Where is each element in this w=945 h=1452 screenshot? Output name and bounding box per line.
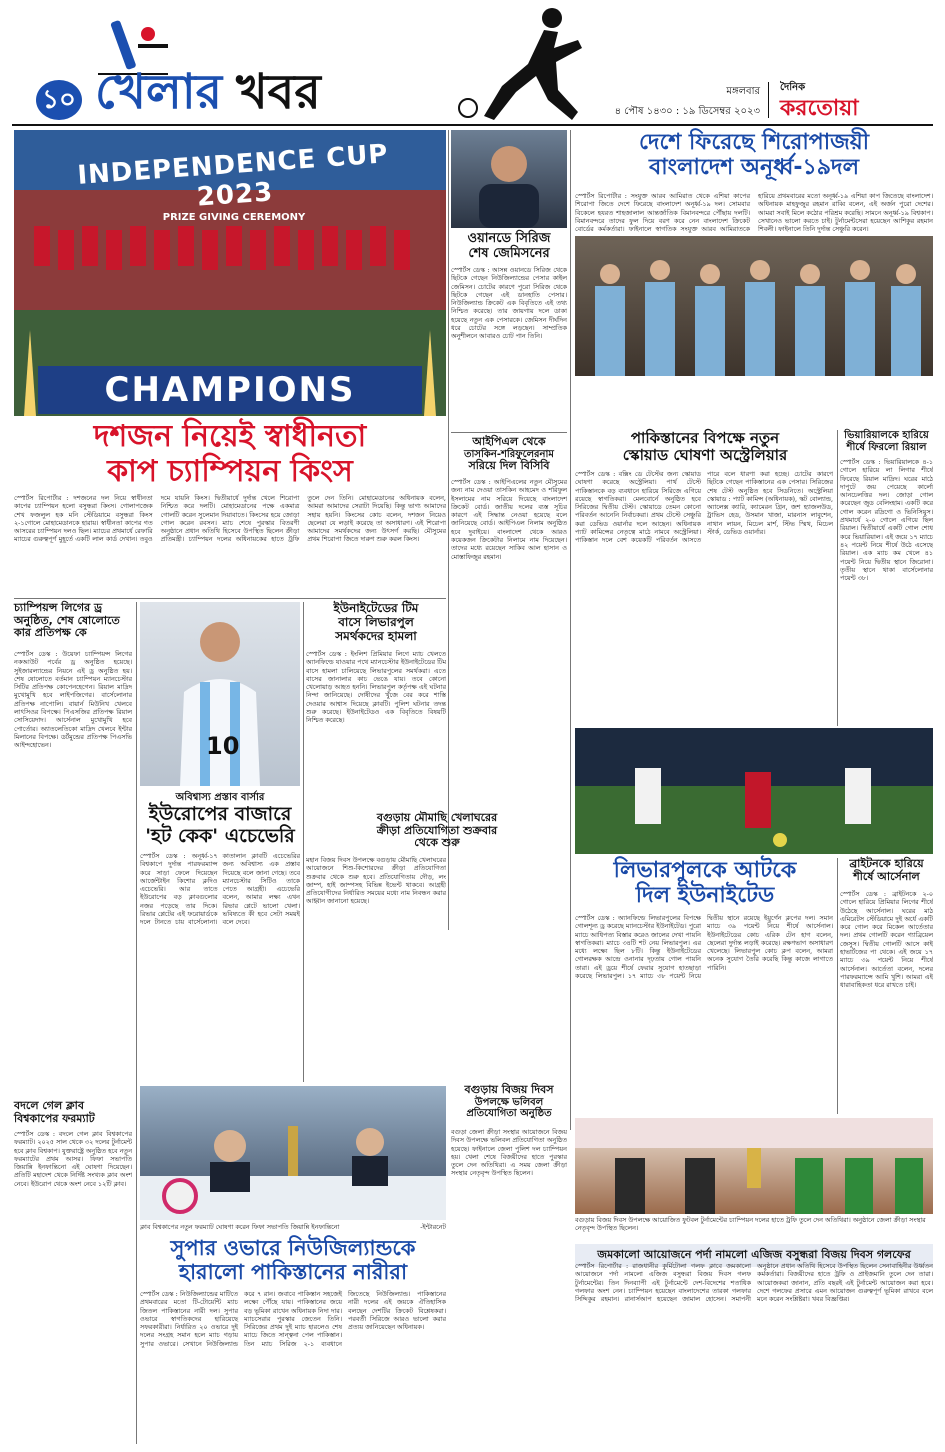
page-number-badge (36, 80, 82, 120)
villarreal-headline-line1: ভিয়ারিয়ালকে হারিয়ে (844, 430, 929, 441)
rule (451, 432, 567, 433)
lead-headline-line1: দশজন নিয়েই স্বাধীনতা (93, 419, 367, 454)
echeverri-body: স্পোর্টস ডেস্ক : অনূর্ধ্ব-১৭ বিশ্বকাপে দুর্দান্ত পারফরম্যান্স করে সাড়া ফেলে দিয়েছেন আর্জেন্টাইন কিশোর ক্লদিও এচেভেরি। আর তাতে ইউরোপের বড় ক্লাবগুলোর নজর পড়েছে তার দিকে। রিভার প্লেটের এই ফরোয়ার্ডকে দলে টানতে চায় বার্সেলোনা। কাতালান ক্লাবটি এচেভেরির জন্য অবিশ্বাস্য এক প্রস্তাব দিয়েছে বলে জানা গেছে। তবে ম্যানচেস্টার সিটিও তাকে পেতে আগ্রহী। এচেভেরি বলেন, আমার লক্ষ্য এখন রিভার প্লেটে ভালো খেলা। ভবিষ্যতে কী হবে সেটা সময়ই বলে দেবে। (140, 852, 300, 927)
fifa-photo-credit: -ইন্টারনেট (420, 1223, 446, 1231)
australia-headline-line1: পাকিস্তানের বিপক্ষে নতুন (630, 429, 780, 447)
u19-headline (575, 130, 933, 181)
liverpool-body: স্পোর্টস ডেস্ক : অ্যানফিল্ডে লিভারপুলের বিপক্ষে গোলশূন্য ড্র করেছে ম্যানচেস্টার ইউনাইটেড। পুরো ম্যাচে আধিপত্য বিস্তার করেও জালের দেখা পায়নি স্বাগতিকরা। ম্যাচে ৩৪টি শট নেয় লিভারপুল। এর মধ্যে লক্ষ্যে ছিল ৮টি। কিন্তু ইউনাইটেডের গোলরক্ষক আন্দ্রে ওনানার দৃঢ়তায় গোল পায়নি তারা। এই ড্রয়ে শীর্ষে ফেরার সুযোগ হাতছাড়া করেছে লিভারপুল। ১৭ ম্যাচে ৩৮ পয়েন্ট নিয়ে দ্বিতীয় স্থানে রয়েছে ইয়ুর্গেন ক্লপের দল। সমান ম্যাচে ৩৯ পয়েন্ট নিয়ে শীর্ষে আর্সেনাল। ইউনাইটেডের কোচ এরিক টেন হাগ বলেন, ছেলেরা দুর্দান্ত লড়াই করেছে। রক্ষণভাগ অসাধারণ খেলেছে। লিভারপুল কোচ ক্লপ বলেন, আমরা অনেক সুযোগ তৈরি করেছি কিন্তু কাজে লাগাতে পারিনি। (575, 914, 833, 981)
u19-body: স্পোর্টস রিপোর্টার : সংযুক্ত আরব আমিরাত থেকে এশিয়া কাপের শিরোপা জিতে দেশে ফিরেছে বাংলাদেশ অনূর্ধ্ব-১৯ দল। সোমবার বিকেলে হযরত শাহজালাল আন্তর্জাতিক বিমানবন্দরে পৌঁছায় দলটি। বিমানবন্দরে তাদের ফুল দিয়ে বরণ করে নেন বাংলাদেশ ক্রিকেট বোর্ডের কর্মকর্তারা। ফাইনালে স্বাগতিক সংযুক্ত আরব আমিরাতকে হারিয়ে প্রথমবারের মতো অনূর্ধ্ব-১৯ এশিয়া কাপ জিতেছে বাংলাদেশ। অধিনায়ক মাহফুজুর রহমান রাব্বি বলেন, এই অর্জন পুরো দেশের। আমরা সবাই মিলে কঠোর পরিশ্রম করেছি। সামনে অনূর্ধ্ব-১৯ বিশ্বকাপ। সেখানেও ভালো করতে চাই। টুর্নামেন্টসেরা হয়েছেন আশিকুর রহমান শিবলী। ফাইনালে তিনি দুর্দান্ত সেঞ্চুরি করেন। (575, 192, 933, 234)
paper-name-small: দৈনিক (780, 82, 806, 93)
liverpool-headline (575, 858, 835, 909)
ucl-body: স্পোর্টস ডেস্ক : উয়েফা চ্যাম্পিয়ন্স লিগের নকআউট পর্বের ড্র অনুষ্ঠিত হয়েছে। সুইজারল্যান্ডের নিয়নে এই ড্র অনুষ্ঠিত হয়। শেষ ষোলোতে বর্তমান চ্যাম্পিয়ন ম্যানচেস্টার সিটির প্রতিপক্ষ কোপেনহেগেন। রিয়াল মাদ্রিদ মুখোমুখি হবে লাইপজিগের। বার্সেলোনার প্রতিপক্ষ নাপোলি। বায়ার্ন মিউনিখ খেলবে লাৎসিওর বিপক্ষে। পিএসজির প্রতিপক্ষ রিয়াল সোসিয়েদাদ। আর্সেনাল মুখোমুখি হবে পোর্তোর। অ্যাতলেতিকো মাদ্রিদ খেলবে ইন্টার মিলানের বিপক্ষে। ডর্টমুন্ডের প্রতিপক্ষ পিএসভি আইন্দহোভেন। (14, 650, 132, 750)
bus-headline-line1: ইউনাইটেডের টিম (333, 601, 419, 615)
liverpool-match-photo (575, 728, 933, 854)
masthead-divider (768, 82, 769, 118)
mowmachi-headline-line2: ক্রীড়া প্রতিযোগিতা শুক্রবার (376, 823, 498, 837)
u19-photo (575, 236, 933, 376)
ipl-headline-line1: আইপিএল থেকে (472, 435, 546, 448)
echeverri-photo (140, 602, 300, 786)
arsenal-headline (840, 858, 933, 883)
women-body: স্পোর্টস ডেস্ক : নিউজিল্যান্ডের মাটিতে প্রথমবারের মতো টি-টোয়েন্টি ম্যাচ জিতল পাকিস্তানের নারী দল। সুপার ওভারে স্বাগতিকদের হারিয়েছে সফরকারীরা। নির্ধারিত ২০ ওভারে দুই দলের সংগ্রহ সমান হলে ম্যাচ গড়ায় সুপার ওভারে। সেখানে নিউজিল্যান্ড করে ৭ রান। জবাবে পাকিস্তান সহজেই লক্ষ্যে পৌঁছে যায়। পাকিস্তানের জয়ে বড় ভূমিকা রাখেন অধিনায়ক নিদা দার। ম্যাচসেরার পুরস্কার জেতেন তিনি। সিরিজের প্রথম দুই ম্যাচ হারলেও শেষ ম্যাচে জিতে সান্ত্বনা পেল পাকিস্তান। তিন ম্যাচ সিরিজ ২-১ ব্যবধানে জিতেছে নিউজিল্যান্ড। পাকিস্তানের নারী দলের এই জয়কে ঐতিহাসিক বলছেন দেশটির ক্রিকেট বিশ্লেষকরা। পরবর্তী সিরিজে আরও ভালো করার প্রত্যয় জানিয়েছেন অধিনায়ক। (140, 1290, 446, 1348)
volleyball-headline (451, 1084, 567, 1120)
jersey-number: 10 (206, 732, 240, 760)
villarreal-headline (840, 430, 933, 453)
fifa-photo (140, 1086, 446, 1220)
villarreal-body: স্পোর্টস ডেস্ক : ভিয়ারিয়ালকে ৪-১ গোলে হারিয়ে লা লিগার শীর্ষে ফিরেছে রিয়াল মাদ্রিদ। ঘরের মাঠে দাপুটে জয় পেয়েছে কার্লো আনচেলত্তির দল। জোড়া গোল করেছেন জুড বেলিংহাম। একটি করে গোল করেন রদ্রিগো ও ভিনিসিয়ুস। প্রথমার্ধে ২-০ গোলে এগিয়ে ছিল রিয়াল। দ্বিতীয়ার্ধে একটি গোল শোধ করে ভিয়ারিয়াল। এই জয়ে ১৭ ম্যাচে ৪২ পয়েন্ট নিয়ে শীর্ষে উঠে এসেছে রিয়াল। এক ম্যাচ কম খেলে ৪১ পয়েন্ট নিয়ে দ্বিতীয় স্থানে জিরোনা। তৃতীয় স্থানে থাকা বার্সেলোনার পয়েন্ট ৩৮। (840, 458, 933, 583)
coach-photo (451, 130, 567, 228)
golf-body: স্পোর্টস রিপোর্টার : রাজধানীর কুর্মিটোলা গলফ ক্লাবে জমকালো আয়োজনে পর্দা নামলো এজিজ বসুন্ধরা বিজয় দিবস গলফ টুর্নামেন্টের। তিন দিনব্যাপী এই টুর্নামেন্টে দেশ-বিদেশের শতাধিক গলফার অংশ নেন। চ্যাম্পিয়ন হয়েছেন বাংলাদেশের তারকা গলফার সিদ্দিকুর রহমান। রানার্সআপ হয়েছেন জামাল হোসেন। সমাপনী অনুষ্ঠানে প্রধান অতিথি হিসেবে উপস্থিত ছিলেন সেনাবাহিনীর উর্ধ্বতন কর্মকর্তারা। বিজয়ীদের হাতে ট্রফি ও প্রাইজমানি তুলে দেন তারা। আয়োজকরা জানান, প্রতি বছরই এই টুর্নামেন্ট আয়োজন করা হবে। দেশে গলফের প্রসারে এমন আয়োজন গুরুত্বপূর্ণ ভূমিকা রাখবে বলে মনে করেন সংশ্লিষ্টরা। খবর বিজ্ঞপ্তির। (575, 1262, 933, 1304)
u19-headline-line2: বাংলাদেশ অনূর্ধ্ব-১৯দল (648, 155, 859, 181)
echeverri-headline-line2: 'হট কেক' এচেভেরি (145, 824, 295, 847)
echeverri-headline-line1: ইউরোপের বাজারে (148, 803, 292, 825)
ucl-headline-line2: অনুষ্ঠিত, শেষ ষোলোতে (14, 613, 120, 627)
fifa-photo-caption: ক্লাব বিশ্বকাপের নতুন ফরম্যাট ঘোষণা করেন ফিফা সভাপতি জিয়ান্নি ইনফান্তিনো (140, 1223, 340, 1231)
jamieson-body: স্পোর্টস ডেস্ক : আসন্ন ওয়ানডে সিরিজ থেকে ছিটকে গেছেন নিউজিল্যান্ডের পেসার কাইল জেমিসন। চোটের কারণে পুরো সিরিজ থেকে ছিটকে গেছেন এই ডানহাতি পেসার। নিউজিল্যান্ড ক্রিকেট এক বিবৃতিতে এই তথ্য নিশ্চিত করেছে। তার জায়গায় দলে ডাকা হয়েছে নতুন এক পেসারকে। জেমিসন দীর্ঘদিন ধরে চোটের সঙ্গে লড়ছেন। সাম্প্রতিক অনুশীলনে আবারও চোট পান তিনি। (451, 266, 567, 341)
rule (837, 858, 838, 1114)
lead-headline (14, 420, 446, 489)
ipl-headline-line3: সরিয়ে দিল বিসিবি (468, 459, 550, 473)
arsenal-headline-line1: ব্রাইটনকে হারিয়ে (849, 857, 924, 870)
rule (448, 130, 449, 930)
date-block (570, 84, 760, 121)
women-headline (140, 1236, 446, 1284)
mowmachi-body: মহান বিজয় দিবস উপলক্ষে বগুড়ায় মৌমাছি খেলাঘরের আয়োজনে শিশু-কিশোরদের ক্রীড়া প্রতিযোগিতা শুক্রবার থেকে শুরু হবে। প্রতিযোগিতায় দৌড়, লং জাম্প, হাই জাম্পসহ বিভিন্ন ইভেন্ট থাকবে। আগ্রহী প্রতিযোগীদের নির্ধারিত সময়ের মধ্যে নাম নিবন্ধন করার আহ্বান জানানো হয়েছে। (306, 856, 446, 906)
u19-headline-line1: দেশে ফিরেছে শিরোপাজয়ী (638, 130, 870, 155)
page-number: ১০ (42, 85, 76, 115)
volleyball-body: বগুড়া জেলা ক্রীড়া সংস্থার আয়োজনে বিজয় দিবস উপলক্ষে ভলিবল প্রতিযোগিতা অনুষ্ঠিত হয়েছে। ফাইনালে জেলা পুলিশ দল চ্যাম্পিয়ন হয়। খেলা শেষে বিজয়ীদের হাতে পুরস্কার তুলে দেন অতিথিরা। এ সময় জেলা ক্রীড়া সংস্থার নেতৃবৃন্দ উপস্থিত ছিলেন। (451, 1128, 567, 1178)
rule (837, 430, 838, 726)
jamieson-headline (451, 232, 567, 262)
lead-body: স্পোর্টস রিপোর্টার : দশজনের দল নিয়ে স্বাধীনতা কাপের চ্যাম্পিয়ন হলো বসুন্ধরা কিংস। গোলাপজেক শেখ ফজলুল হক মনি স্টেডিয়ামে বসুন্ধরা কিংস ২-১গোলে মোহামেডানকে হারায়। স্বাধীনতা কাপের গত আসরের চ্যাম্পিয়ন দলও ছিল। ম্যাচের প্রথমার্ধে রেফারি ম্যাচের গুরুত্বপূর্ণ মুহূর্তে একটি লাল কার্ড দেখান। তবুও দমে যায়নি কিংস। দ্বিতীয়ার্ধে দুর্দান্ত খেলে শিরোপা নিশ্চিত করে দলটি। মোহামেডানের পক্ষে একমাত্র গোলটি করেন সুলেমান দিয়াবাতে। কিংসের হয়ে জোড়া গোল করেন রবসন। ম্যাচ শেষে পুরস্কার বিতরণী অনুষ্ঠানে প্রধান অতিথি হিসেবে উপস্থিত ছিলেন ক্রীড়া প্রতিমন্ত্রী। চ্যাম্পিয়ন দলের অধিনায়কের হাতে ট্রফি তুলে দেন তিনি। মোহামেডানের অধিনায়ক বলেন, আমরা আমাদের সেরাটা দিয়েছি। কিন্তু ভাগ্য আমাদের সহায় হয়নি। কিংসের কোচ বলেন, দশজন নিয়েও ছেলেরা যে লড়াই করেছে তা অসাধারণ। এই শিরোপা আমাদের সমর্থকদের জন্য উৎসর্গ করছি। মৌসুমের প্রথম শিরোপা জিতে দারুণ শুরু করল কিংস। (14, 494, 446, 544)
weekday: মঙ্গলবার (726, 86, 760, 97)
villarreal-headline-line2: শীর্ষে ফিরলো রিয়াল (846, 441, 927, 453)
echeverri-headline (140, 804, 300, 848)
club-wc-headline (14, 1100, 132, 1125)
ucl-headline-line3: কার প্রতিপক্ষ কে (14, 626, 87, 640)
australia-headline (575, 430, 835, 465)
liverpool-headline-line2: দিল ইউনাইটেড (635, 883, 775, 909)
bus-headline-line2: বাসে লিভারপুল (338, 614, 414, 629)
rule (303, 602, 304, 1082)
bus-headline-line3: সমর্থকদের হামলা (335, 628, 417, 643)
club-wc-headline-line2: বিশ্বকাপের ফরম্যাট (14, 1111, 95, 1125)
champions-board: CHAMPIONS (104, 370, 356, 410)
banner-title: INDEPENDENCE CUP 2023 (76, 139, 390, 213)
rule (570, 130, 571, 1130)
ucl-headline (14, 602, 132, 640)
volleyball-headline-line2: উপলক্ষে ভলিবল (474, 1096, 544, 1108)
arsenal-headline-line2: শীর্ষে আর্সেনাল (853, 869, 920, 883)
ipl-headline-line2: তাসকিন-শরিফুলেরনাম (464, 448, 554, 460)
australia-headline-line2: স্কোয়াড ঘোষণা অস্ট্রেলিয়ার (622, 446, 788, 465)
ipl-headline (451, 436, 567, 473)
rule (136, 602, 137, 1444)
jamieson-headline-line2: শেষ জেমিসনের (468, 245, 550, 261)
women-headline-line1: সুপার ওভারে নিউজিল্যান্ডকে (170, 1236, 416, 1260)
bus-headline (306, 602, 446, 643)
lead-photo (14, 130, 446, 416)
football-trophy-caption: বগুড়ায় বিজয় দিবস উপলক্ষে আয়োজিত ফুটবল টুর্নামেন্টের চ্যাম্পিয়ন দলের হাতে ট্রফি তুলে দেন অতিথিরা। অনুষ্ঠানে জেলা ক্রীড়া সংস্থার নেতৃবৃন্দ উপস্থিত ছিলেন। (575, 1216, 926, 1232)
echeverri-kicker: অবিশ্বাস্য প্রস্তাব বার্সার (175, 792, 265, 803)
lead-photo-banner (74, 139, 394, 223)
section-title-khela: খেলার (95, 64, 223, 120)
mowmachi-headline-line1: বগুড়ায় মৌমাছি খেলাঘরের (376, 811, 498, 824)
section-title-khobor: খবর (236, 64, 321, 120)
bus-body: স্পোর্টস ডেস্ক : ইংলিশ প্রিমিয়ার লিগে ম্যাচ খেলতে অ্যানফিল্ডে যাওয়ার পথে ম্যানচেস্টার ইউনাইটেডের টিম বাসে হামলা চালিয়েছে লিভারপুলের সমর্থকরা। এতে বাসের জানালার কাচ ভেঙে যায়। তবে কোনো খেলোয়াড় আহত হননি। লিভারপুল কর্তৃপক্ষ এই ঘটনার নিন্দা জানিয়েছে। দোষীদের খুঁজে বের করে শাস্তি দেওয়ার আশ্বাস দিয়েছে ক্লাবটি। পুলিশ ঘটনার তদন্ত শুরু করেছে। ইউনাইটেডও এক বিবৃতিতে বিষয়টি নিশ্চিত করেছে। (306, 650, 446, 725)
banner-subtitle: PRIZE GIVING CEREMONY (162, 212, 306, 223)
issue-date: ৪ পৌষ ১৪৩০ : ১৯ ডিসেম্বর ২০২৩ (614, 106, 760, 117)
volleyball-headline-line3: প্রতিযোগিতা অনুষ্ঠিত (466, 1108, 552, 1120)
section-title (95, 62, 321, 122)
rule (14, 598, 446, 599)
ipl-body: স্পোর্টস ডেস্ক : আইপিএলের নতুন মৌসুমের জন্য নাম দেওয়া তাসকিন আহমেদ ও শরিফুল ইসলামের নাম সরিয়ে দিয়েছে বাংলাদেশ ক্রিকেট বোর্ড। জাতীয় দলের ব্যস্ত সূচির কারণে এই সিদ্ধান্ত নেওয়া হয়েছে বলে জানিয়েছে বোর্ড। আইপিএল নিলাম অনুষ্ঠিত হবে দুবাইয়ে। বাংলাদেশ থেকে আরও কয়েকজন ক্রিকেটার নিলামে নাম দিয়েছেন। তাদের মধ্যে রয়েছেন সাকিব আল হাসান ও মোস্তাফিজুর রহমান। (451, 478, 567, 561)
ucl-headline-line1: চ্যাম্পিয়ন্স লিগের ড্র (14, 601, 103, 614)
arsenal-body: স্পোর্টস ডেস্ক : ব্রাইটনকে ২-০ গোলে হারিয়ে প্রিমিয়ার লিগের শীর্ষে উঠেছে আর্সেনাল। ঘরের মাঠ এমিরেটস স্টেডিয়ামে দুই অর্ধে একটি করে গোল করে মিকেল আর্তেতার দল। প্রথম গোলটি করেন গ্যাব্রিয়েল জেসুস। দ্বিতীয় গোলটি আসে কাই হাভার্টজের পা থেকে। এই জয়ে ১৭ ম্যাচে ৩৯ পয়েন্ট নিয়ে শীর্ষে আর্সেনাল। আর্তেতা বলেন, দলের পারফরম্যান্সে আমি খুশি। আমরা এই ধারাবাহিকতা ধরে রাখতে চাই। (840, 890, 933, 990)
mowmachi-headline-line3: থেকে শুরু (414, 836, 460, 850)
liverpool-headline-line1: লিভারপুলকে আটকে (613, 858, 797, 883)
paper-logo (780, 80, 920, 121)
golf-headline: জমকালো আয়োজনে পর্দা নামলো এজিজ বসুন্ধরা বিজয় দিবস গলফের (575, 1244, 933, 1267)
paper-name: করতোয়া (780, 96, 859, 121)
jamieson-headline-line1: ওয়ানডে সিরিজ (467, 231, 551, 246)
volleyball-headline-line1: বগুড়ায় বিজয় দিবস (464, 1083, 554, 1096)
australia-body: স্পোর্টস ডেস্ক : বক্সিং ডে টেস্টের জন্য স্কোয়াড ঘোষণা করেছে অস্ট্রেলিয়া। পার্থ টেস্টে পাকিস্তানকে বড় ব্যবধানে হারিয়ে সিরিজে এগিয়ে রয়েছে স্বাগতিকরা। মেলবোর্নে অনুষ্ঠিত হবে সিরিজের দ্বিতীয় টেস্ট। স্কোয়াডে তেমন কোনো পরিবর্তন আনেনি নির্বাচকরা। প্রথম টেস্টে সেঞ্চুরি করা ডেভিড ওয়ার্নার দলে আছেন। অধিনায়ক প্যাট কামিন্সের নেতৃত্বে মাঠে নামবে অস্ট্রেলিয়া। পাকিস্তান দলে বেশ কয়েকটি পরিবর্তন আসতে পারে বলে ধারণা করা হচ্ছে। চোটের কারণে ছিটকে গেছেন পাকিস্তানের এক পেসার। সিরিজের শেষ টেস্ট অনুষ্ঠিত হবে সিডনিতে। অস্ট্রেলিয়া স্কোয়াড : প্যাট কামিন্স (অধিনায়ক), স্কট বোল্যান্ড, অ্যালেক্স ক্যারি, ক্যামেরন গ্রিন, জশ হ্যাজলউড, ট্রাভিস হেড, উসমান খাজা, মারনাস লাবুশেন, নাথান লায়ন, মিচেল মার্শ, স্টিভ স্মিথ, মিচেল স্টার্ক, ডেভিড ওয়ার্নার। (575, 470, 833, 545)
club-wc-body: স্পোর্টস ডেস্ক : বদলে গেল ক্লাব বিশ্বকাপের ফরম্যাট। ২০২৫ সাল থেকে ৩২ দলের টুর্নামেন্ট হবে ক্লাব বিশ্বকাপ। যুক্তরাষ্ট্রে অনুষ্ঠিত হবে নতুন ফরম্যাটের প্রথম আসর। ফিফা সভাপতি জিয়ান্নি ইনফান্তিনো এই ঘোষণা দিয়েছেন। প্রতিটি মহাদেশ থেকে নির্দিষ্ট সংখ্যক ক্লাব অংশ নেবে। ইউরোপ থেকে অংশ নেবে ১২টি ক্লাব। (14, 1130, 132, 1188)
women-headline-line2: হারালো পাকিস্তানের নারীরা (178, 1260, 408, 1285)
mowmachi-headline (306, 812, 568, 850)
masthead-rule (12, 124, 933, 126)
club-wc-headline-line1: বদলে গেল ক্লাব (14, 1099, 84, 1112)
masthead (0, 0, 945, 126)
football-trophy-photo (575, 1118, 933, 1214)
lead-headline-line2: কাপ চ্যাম্পিয়ন কিংস (107, 453, 353, 489)
